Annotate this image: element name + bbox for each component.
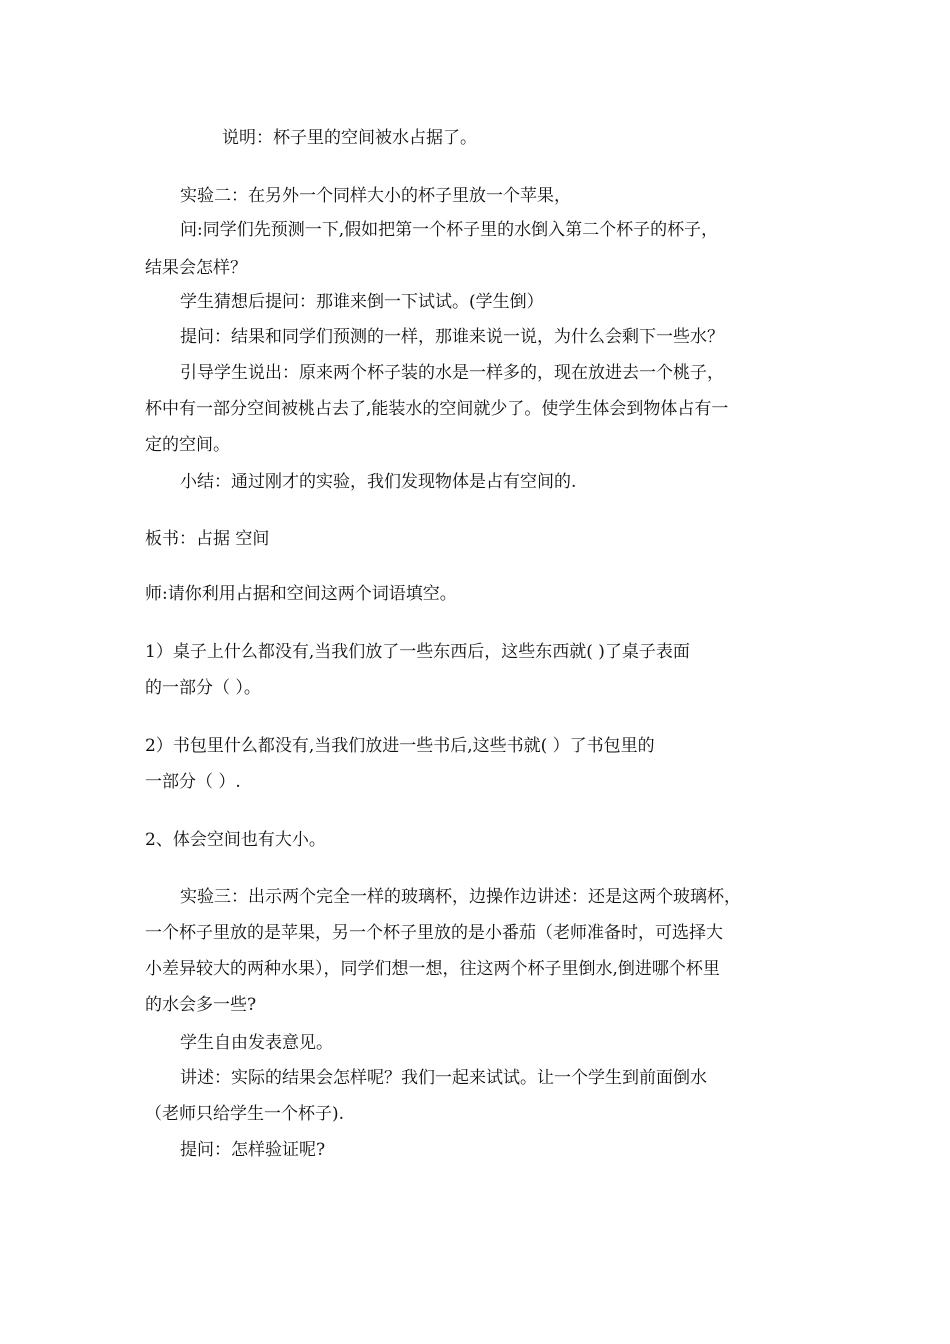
text-line-guide: 引导学生说出：原来两个杯子装的水是一样多的，现在放进去一个桃子， (180, 363, 724, 383)
text-line-question: 问:同学们先预测一下,假如把第一个杯子里的水倒入第二个杯子的杯子， (180, 220, 719, 240)
text-line-blackboard: 板书：占据 空间 (145, 529, 270, 549)
text-line-item-two-cont: 一部分（ ）. (145, 772, 241, 792)
text-line-student-guess: 学生猜想后提问：那谁来倒一下试试。(学生倒） (180, 292, 544, 312)
section-heading-space-size: 2、体会空间也有大小。 (145, 830, 326, 850)
text-line-experiment-three: 实验三：出示两个完全一样的玻璃杯，边操作边讲述：还是这两个玻璃杯， (180, 887, 741, 907)
text-line-ask-result: 提问：结果和同学们预测的一样，那谁来说一说，为什么会剩下一些水？ (180, 327, 724, 347)
text-line-experiment-two: 实验二：在另外一个同样大小的杯子里放一个苹果， (180, 186, 571, 206)
text-line-narration-cont: （老师只给学生一个杯子). (145, 1104, 345, 1124)
text-line-experiment-three-cont2: 小差异较大的两种水果），同学们想一想，往这两个杯子里倒水,倒进哪个杯里 (145, 959, 720, 979)
text-line-explanation: 说明：杯子里的空间被水占据了。 (222, 128, 477, 148)
text-line-guide-end: 定的空间。 (145, 435, 230, 455)
text-line-teacher-fill: 师:请你利用占据和空间这两个词语填空。 (145, 584, 457, 604)
text-line-student-opinion: 学生自由发表意见。 (180, 1033, 333, 1053)
text-line-item-one-cont: 的一部分（ ）。 (145, 678, 261, 698)
text-line-experiment-three-cont: 一个杯子里放的是苹果，另一个杯子里放的是小番茄（老师准备时，可选择大 (145, 923, 723, 943)
text-line-item-one: 1）桌子上什么都没有,当我们放了一些东西后，这些东西就( )了桌子表面 (145, 642, 690, 662)
text-line-item-two: 2）书包里什么都没有,当我们放进一些书后,这些书就( ）了书包里的 (145, 736, 655, 756)
text-line-verify-question: 提问：怎样验证呢? (180, 1140, 326, 1160)
text-line-guide-cont: 杯中有一部分空间被桃占去了,能装水的空间就少了。使学生体会到物体占有一 (145, 399, 729, 419)
text-line-summary: 小结：通过刚才的实验，我们发现物体是占有空间的. (180, 472, 577, 492)
text-line-question-cont: 结果会怎样？ (145, 258, 247, 278)
text-line-experiment-three-end: 的水会多一些? (145, 995, 257, 1015)
text-line-narration: 讲述：实际的结果会怎样呢？我们一起来试试。让一个学生到前面倒水 (180, 1068, 707, 1088)
